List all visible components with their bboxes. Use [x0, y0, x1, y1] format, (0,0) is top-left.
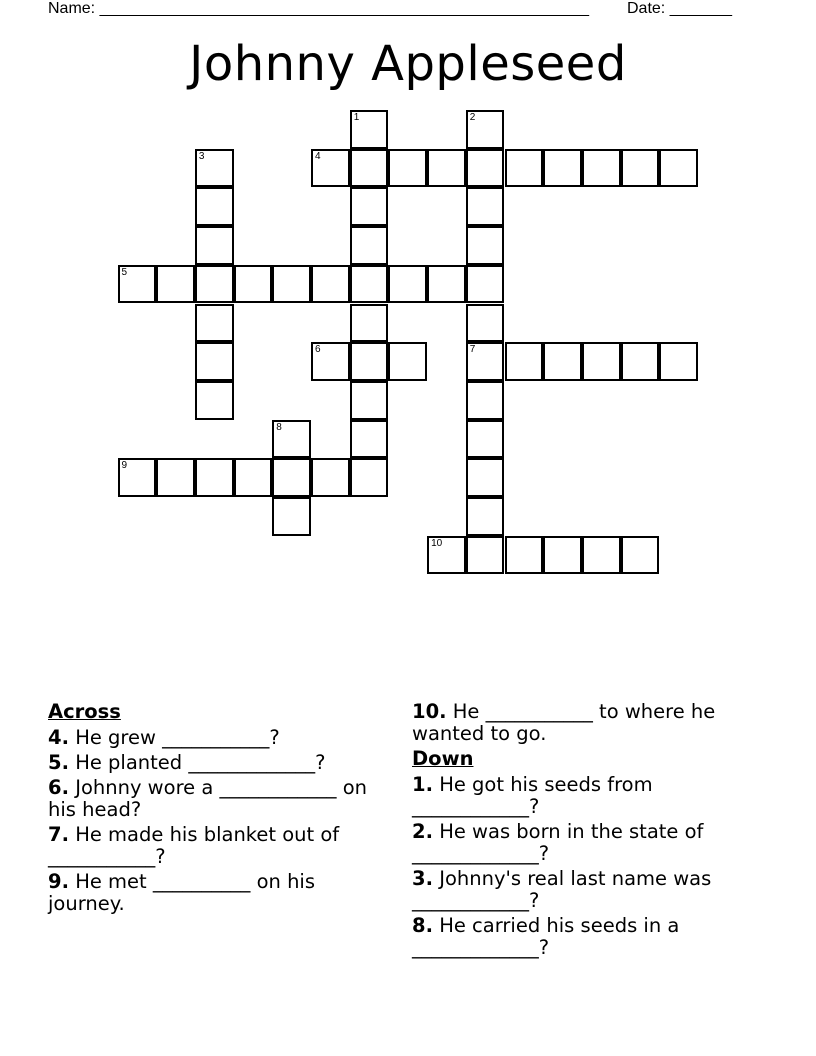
grid-cell[interactable]: [582, 342, 621, 381]
grid-cell[interactable]: [427, 265, 466, 304]
grid-cell[interactable]: [272, 265, 311, 304]
grid-cell[interactable]: [659, 149, 698, 188]
clue-down-2: [412, 821, 757, 865]
grid-cell[interactable]: [350, 265, 389, 304]
clue-across-4: [48, 727, 378, 749]
across-heading: Across: [48, 700, 121, 723]
grid-cell[interactable]: [621, 342, 660, 381]
grid-cell[interactable]: [350, 226, 389, 265]
clue-text: He got his seeds from ____________?: [412, 773, 653, 818]
clues-column-left: [48, 701, 378, 918]
grid-cell[interactable]: [195, 226, 234, 265]
grid-cell[interactable]: [505, 536, 544, 575]
grid-cell[interactable]: [466, 187, 505, 226]
clue-text: Johnny wore a ____________ on his head?: [48, 776, 367, 821]
clue-across-10: [412, 701, 757, 745]
grid-cell[interactable]: [621, 536, 660, 575]
grid-cell[interactable]: [621, 149, 660, 188]
clue-number: 9.: [48, 870, 69, 893]
grid-cell[interactable]: [659, 342, 698, 381]
grid-cell[interactable]: [195, 342, 234, 381]
clue-number: 6.: [48, 776, 69, 799]
grid-cell[interactable]: [466, 110, 505, 149]
cell-number: 7: [469, 344, 476, 356]
clue-down-3: [412, 868, 757, 912]
cell-number: 8: [276, 421, 282, 433]
grid-cell[interactable]: [350, 420, 389, 459]
clues-column-right: [412, 701, 757, 962]
grid-cell[interactable]: [466, 265, 505, 304]
grid-cell[interactable]: [427, 149, 466, 188]
grid-cell[interactable]: [466, 304, 505, 343]
cell-number: 4: [315, 150, 321, 162]
grid-cell[interactable]: [350, 342, 389, 381]
clue-number: 5.: [48, 751, 69, 774]
grid-cell[interactable]: [505, 149, 544, 188]
grid-cell[interactable]: [350, 187, 389, 226]
clue-text: He met __________ on his journey.: [48, 870, 316, 915]
grid-cell[interactable]: [234, 458, 273, 497]
cell-number: 9: [121, 460, 128, 472]
grid-cell[interactable]: [195, 265, 234, 304]
clue-text: He made his blanket out of ___________?: [48, 823, 340, 868]
grid-cell[interactable]: [466, 497, 505, 536]
date-field-label: Date: _______: [627, 0, 732, 17]
grid-cell[interactable]: [272, 458, 311, 497]
clue-text: He ___________ to where he wanted to go.: [412, 700, 716, 745]
page-title: Johnny Appleseed: [189, 36, 627, 92]
grid-cell[interactable]: [350, 110, 389, 149]
grid-cell[interactable]: [350, 304, 389, 343]
clue-across-5: [48, 752, 378, 774]
grid-cell[interactable]: [195, 381, 234, 420]
cell-number: 10: [431, 537, 443, 549]
grid-cell[interactable]: [466, 536, 505, 575]
grid-cell[interactable]: [388, 265, 427, 304]
grid-cell[interactable]: [350, 458, 389, 497]
clue-number: 10.: [412, 700, 447, 723]
grid-cell[interactable]: [195, 458, 234, 497]
grid-cell[interactable]: [234, 265, 273, 304]
grid-cell[interactable]: [311, 342, 350, 381]
clue-number: 8.: [412, 914, 433, 937]
grid-cell[interactable]: [388, 342, 427, 381]
cell-number: 5: [121, 266, 128, 278]
clue-text: He grew ___________?: [75, 726, 280, 749]
grid-cell[interactable]: [156, 265, 195, 304]
clue-across-6: [48, 777, 378, 821]
clue-text: He carried his seeds in a _____________?: [412, 914, 680, 959]
grid-cell[interactable]: [195, 304, 234, 343]
grid-cell[interactable]: [505, 342, 544, 381]
grid-cell[interactable]: [388, 149, 427, 188]
clue-across-9: [48, 871, 378, 915]
grid-cell[interactable]: [272, 497, 311, 536]
cell-number: 6: [315, 344, 321, 356]
grid-cell[interactable]: [582, 149, 621, 188]
grid-cell[interactable]: [118, 458, 157, 497]
grid-cell[interactable]: [156, 458, 195, 497]
clue-number: 7.: [48, 823, 69, 846]
grid-cell[interactable]: [195, 187, 234, 226]
grid-cell[interactable]: [466, 342, 505, 381]
grid-cell[interactable]: [466, 381, 505, 420]
grid-cell[interactable]: [350, 381, 389, 420]
clue-number: 1.: [412, 773, 433, 796]
grid-cell[interactable]: [427, 536, 466, 575]
grid-cell[interactable]: [543, 342, 582, 381]
grid-cell[interactable]: [195, 149, 234, 188]
grid-cell[interactable]: [272, 420, 311, 459]
grid-cell[interactable]: [311, 458, 350, 497]
clue-text: He was born in the state of _____________?: [412, 820, 704, 865]
clue-text: Johnny's real last name was ____________?: [412, 867, 712, 912]
cell-number: 1: [353, 112, 360, 123]
grid-cell[interactable]: [543, 149, 582, 188]
name-field-label: Name: _______________________________________________________: [48, 0, 589, 17]
clue-across-7: [48, 824, 378, 868]
clue-number: 4.: [48, 726, 69, 749]
grid-cell[interactable]: [466, 149, 505, 188]
clue-down-1: [412, 774, 757, 818]
grid-cell[interactable]: [466, 420, 505, 459]
clue-number: 2.: [412, 820, 433, 843]
grid-cell[interactable]: [311, 149, 350, 188]
clue-down-8: [412, 915, 757, 959]
grid-cell[interactable]: [118, 265, 157, 304]
cell-number: 3: [198, 150, 205, 162]
grid-cell[interactable]: [311, 265, 350, 304]
grid-cell[interactable]: [543, 536, 582, 575]
clue-number: 3.: [412, 867, 433, 890]
grid-cell[interactable]: [582, 536, 621, 575]
clue-text: He planted _____________?: [75, 751, 326, 774]
cell-number: 2: [469, 112, 476, 123]
down-heading: Down: [412, 747, 474, 770]
grid-cell[interactable]: [350, 149, 389, 188]
grid-cell[interactable]: [466, 226, 505, 265]
grid-cell[interactable]: [466, 458, 505, 497]
